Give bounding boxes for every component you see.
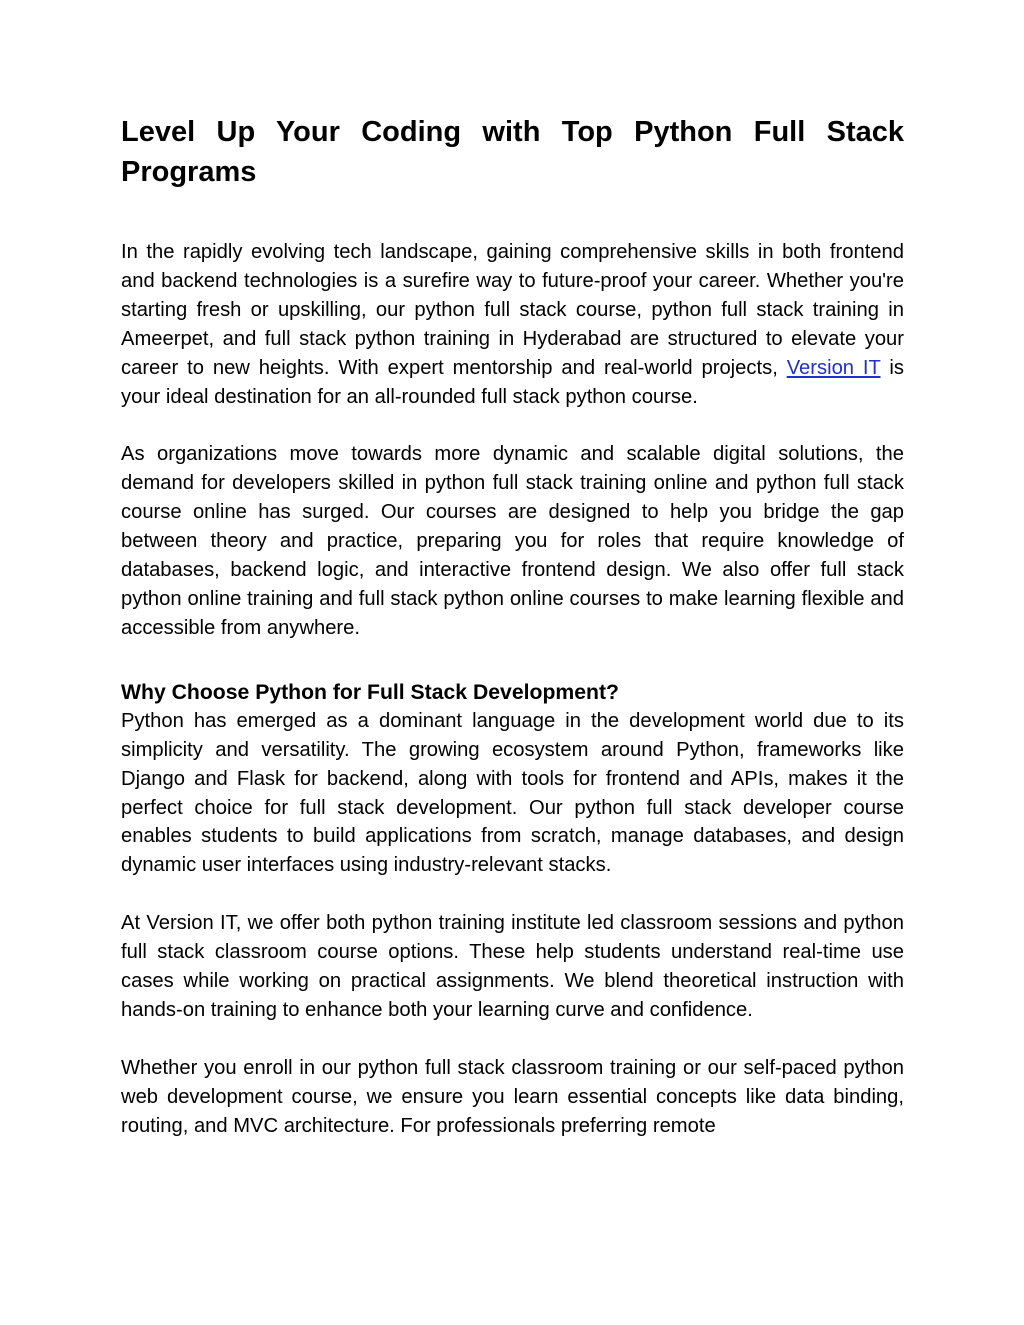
spacer bbox=[121, 192, 904, 238]
page-title: Level Up Your Coding with Top Python Full Stack Programs bbox=[121, 116, 904, 188]
spacer bbox=[121, 1025, 904, 1054]
enroll-paragraph: Whether you enroll in our python full stack classroom training or our self-paced python web development course, we ensure you learn essential concepts like data binding, routing, and MVC architecture. For professionals preferring remote bbox=[121, 1056, 904, 1137]
spacer bbox=[121, 880, 904, 909]
intro-text-before-link: In the rapidly evolving tech landscape, gaining comprehensive skills in both frontend and backend technologies is a surefire way to future-proof your career. Whether you're starting fresh or upskilling, our python full stack course, python full stack training in Ameerpet, and full stack python training in Hyderabad are structured to elevate your career to new heights. With expert mentorship and real-world projects, bbox=[121, 241, 904, 379]
demand-paragraph: As organizations move towards more dynamic and scalable digital solutions, the demand for developers skilled in python full stack training online and python full stack course online has surged. Our courses are designed to help you bridge the gap between theory and practice, preparing you for roles that require knowledge of databases, backend logic, and interactive frontend design. We also offer full stack python online training and full stack python online courses to make learning flexible and accessible from anywhere. bbox=[121, 443, 904, 639]
version-it-link[interactable]: Version IT bbox=[786, 356, 881, 379]
classroom-paragraph: At Version IT, we offer both python training institute led classroom sessions and python full stack classroom course options. These help students understand real-time use cases while working on practical assignments. We blend theoretical instruction with hands-on training to enhance both your learning curve and confidence. bbox=[121, 912, 904, 1021]
spacer bbox=[121, 411, 904, 440]
intro-paragraph bbox=[121, 238, 904, 411]
why-python-paragraph: Python has emerged as a dominant language in the development world due to its simplicity and versatility. The growing ecosystem around Python, frameworks like Django and Flask for backend, along with tools for frontend and APIs, makes it the perfect choice for full stack development. Our python full stack developer course enables students to build applications from scratch, manage databases, and design dynamic user interfaces using industry-relevant stacks. bbox=[121, 709, 904, 877]
intro-text-after-link: is your ideal destination for an all-rounded full stack python course. bbox=[121, 356, 904, 408]
section-heading: Why Choose Python for Full Stack Development? bbox=[121, 680, 619, 704]
spacer bbox=[121, 643, 904, 678]
document-page bbox=[121, 112, 904, 1141]
